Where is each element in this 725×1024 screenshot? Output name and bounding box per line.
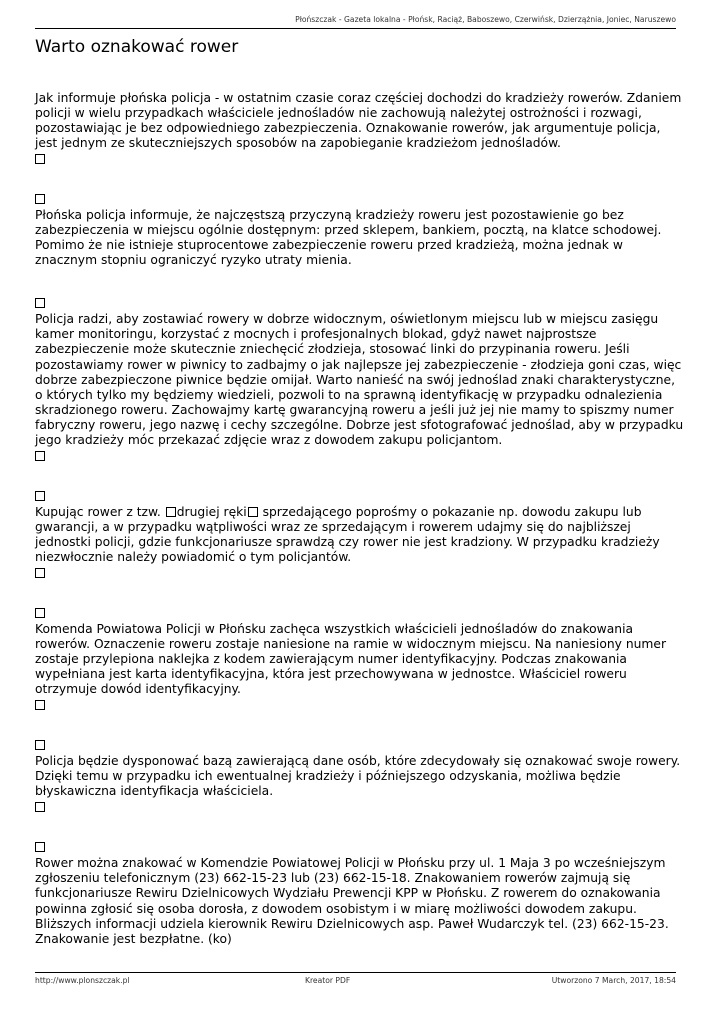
paragraph-3 <box>35 298 686 460</box>
paragraph-text-end: sprzedającego poprośmy o pokazanie np. dowodu zakupu lub gwarancji, a w przypadku wątpliwości wraz ze sprzedającym i rowerem udajmy się do najbliższej jednostki policji, gdzie funkcjonariusze sprawdzą czy rower nie jest kradziony. W przypadku kradzieży niezwłocznie należy powiadomić o tym policjantów. <box>35 504 660 564</box>
missing-glyph-icon <box>35 740 45 750</box>
missing-glyph-icon <box>35 154 45 164</box>
footer-generator: Kreator PDF <box>305 976 351 985</box>
paragraph-text: Policja będzie dysponować bazą zawierającą dane osób, które zdecydowały się oznakować swoje rowery. Dzięki temu w przypadku ich ewentualnej kradzieży i późniejszego odzyskania, możliwa będzie błyskawiczna identyfikacja właściciela. <box>35 754 681 799</box>
footer-divider <box>35 972 676 973</box>
publication-name: Płońszczak - Gazeta lokalna - Płońsk, Raciąż, Baboszewo, Czerwińsk, Dzierzążnia, Joniec, Naruszewo <box>295 15 676 24</box>
paragraph-text-start: Kupując rower z tzw. <box>35 504 165 519</box>
paragraph-2 <box>35 194 686 268</box>
missing-glyph-icon <box>35 802 45 812</box>
missing-glyph-icon <box>35 298 45 308</box>
missing-glyph-icon <box>35 194 45 204</box>
article-title: Warto oznakować rower <box>35 37 239 57</box>
paragraph-7 <box>35 842 686 946</box>
missing-glyph-icon <box>35 842 45 852</box>
paragraph-text: Komenda Powiatowa Policji w Płońsku zachęca wszystkich właścicieli jednośladów do znakowania rowerów. Oznaczenie roweru zostaje naniesione na ramie w widocznym miejscu. Na naniesiony numer zostaje przylepiona naklejka z kodem zawierającym numer identyfikacyjny. Podczas znakowania wypełniana jest karta identyfikacyjna, która jest przechowywana w jednostce. Właściciel roweru otrzymuje dowód identyfikacyjny. <box>35 621 667 697</box>
paragraph-5 <box>35 608 686 710</box>
page-footer <box>35 976 676 988</box>
paragraph-text: Jak informuje płońska policja - w ostatnim czasie coraz częściej dochodzi do kradzieży rowerów. Zdaniem policji w wielu przypadkach właściciele jednośladów nie zachowują należytej ostrożności i rozwagi, pozostawiając je bez odpowiedniego zabezpieczenia. Oznakowanie rowerów, jak argumentuje policja, jest jednym ze skuteczniejszych sposobów na zapobieganie kradzieżom jednośladów. <box>35 91 682 151</box>
article-body <box>35 91 686 977</box>
paragraph-text: Płońska policja informuje, że najczęstszą przyczyną kradzieży roweru jest pozostawienie go bez zabezpieczenia w miejscu ogólnie dostępnym: przed sklepem, bankiem, pocztą, na klatce schodowej. Pomimo że nie istnieje stuprocentowe zabezpieczenie roweru przed kradzieżą, można jednak w znacznym stopniu ograniczyć ryzyko utraty mienia. <box>35 208 662 268</box>
page-header <box>35 15 676 24</box>
paragraph-6 <box>35 740 686 812</box>
paragraph-text-quoted: drugiej ręki <box>176 504 247 519</box>
paragraph-1 <box>35 91 686 164</box>
paragraph-text: Rower można znakować w Komendzie Powiatowej Policji w Płońsku przy ul. 1 Maja 3 po wcześniejszym zgłoszeniu telefonicznym (23) 662-15-23 lub (23) 662-15-18. Znakowaniem rowerów zajmują się funkcjonariusze Rewiru Dzielnicowych Wydziału Prewencji KPP w Płońsku. Z rowerem do oznakowania powinna zgłosić się osoba dorosła, z dowodem osobistym i w miarę możliwości dowodem zakupu. Bliższych informacji udziela kierownik Rewiru Dzielnicowych asp. Paweł Wudarczyk tel. (23) 662-15-23. Znakowanie jest bezpłatne. (ko) <box>35 856 669 946</box>
missing-glyph-icon <box>35 608 45 618</box>
paragraph-4 <box>35 491 686 578</box>
footer-url: http://www.plonszczak.pl <box>35 976 130 985</box>
missing-glyph-icon <box>166 507 176 517</box>
missing-glyph-icon <box>248 507 258 517</box>
missing-glyph-icon <box>35 568 45 578</box>
missing-glyph-icon <box>35 491 45 501</box>
header-divider <box>35 28 676 29</box>
footer-created-date: Utworzono 7 March, 2017, 18:54 <box>551 976 676 985</box>
missing-glyph-icon <box>35 700 45 710</box>
paragraph-text: Policja radzi, aby zostawiać rowery w dobrze widocznym, oświetlonym miejscu lub w miejscu zasięgu kamer monitoringu, korzystać z mocnych i profesjonalnych blokad, gdyż nawet najprostsze zabezpieczenie może skutecznie zniechęcić złodzieja, stosować linki do przypinania roweru. Jeśli pozostawiamy rower w piwnicy to zadbajmy o jak najlepsze jej zabezpieczenie - złodzieja goni czas, więc dobrze zabezpieczone piwnice będzie omijał. Warto nanieść na swój jednoślad znaki charakterystyczne, o których tylko my będziemy wiedzieli, pozwoli to na sprawną identyfikację w przypadku odnalezienia skradzionego roweru. Zachowajmy kartę gwarancyjną roweru a jeśli już jej nie mamy to spiszmy numer fabryczny roweru, jego nazwę i cechy szczególne. Dobrze jest sfotografować jednoślad, aby w przypadku jego kradzieży móc przekazać zdjęcie wraz z dowodem zakupu policjantom. <box>35 312 684 447</box>
missing-glyph-icon <box>35 451 45 461</box>
